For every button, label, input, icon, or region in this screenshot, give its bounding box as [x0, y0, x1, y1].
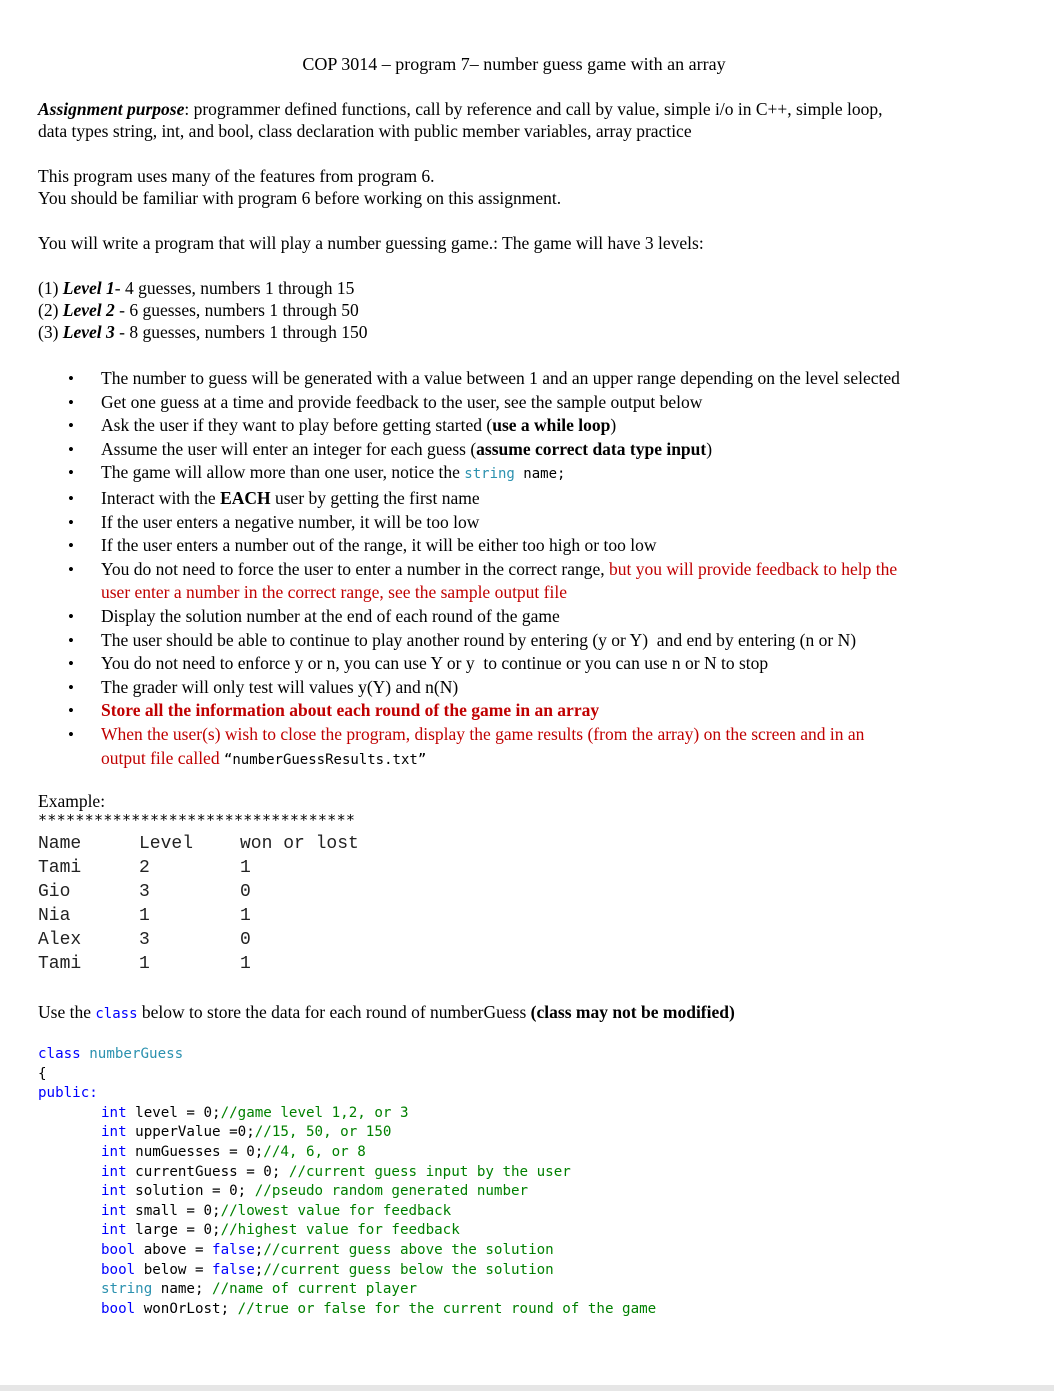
table-row: [38, 930, 359, 954]
cell-result: 1: [240, 906, 251, 926]
code-line: [38, 1221, 656, 1241]
code-line: [38, 1280, 656, 1300]
bullet-red-text: user enter a number in the correct range, see the sample output file: [101, 582, 567, 603]
list-item: [66, 629, 1026, 653]
list-item: [66, 723, 1026, 772]
code-type: int: [101, 1163, 127, 1180]
bullet-text: If the user enters a number out of the range, it will be either too high or too low: [101, 535, 657, 556]
code-line: {: [38, 1065, 47, 1082]
code-text: upperValue =0;: [126, 1124, 255, 1141]
code-type: int: [101, 1183, 127, 1200]
table-row: [38, 954, 359, 978]
purpose-text-1: : programmer defined functions, call by reference and call by value, simple i/o in C++, simple loop,: [184, 99, 883, 119]
cell-level: 2: [139, 858, 150, 878]
code-keyword: false: [212, 1261, 255, 1278]
code-text: ;: [254, 1261, 264, 1278]
bullet-text: Interact with the: [101, 487, 221, 508]
bullet-bold: use a while loop: [492, 415, 611, 436]
code-line: [38, 1104, 656, 1124]
code-text: numGuesses = 0;: [126, 1143, 264, 1160]
header-won-or-lost: won or lost: [240, 834, 359, 854]
table-row: [38, 906, 359, 930]
code-comment: //highest value for feedback: [220, 1222, 460, 1239]
document-title: COP 3014 – program 7– number guess game with an array: [302, 54, 726, 74]
bullet-text: Ask the user if they want to play before getting started (: [101, 415, 493, 436]
code-text: small = 0;: [126, 1202, 221, 1219]
code-comment: //pseudo random generated number: [254, 1183, 529, 1200]
cell-name: Gio: [38, 882, 71, 902]
code-text: level = 0;: [126, 1104, 221, 1121]
level-1-line: [38, 278, 354, 299]
level-3-num: (3): [38, 322, 63, 342]
cell-name: Nia: [38, 906, 71, 926]
level-3-desc: - 8 guesses, numbers 1 through 150: [114, 322, 368, 342]
list-item: [66, 391, 1026, 415]
level-1-num: (1): [38, 278, 63, 298]
level-3-line: [38, 322, 368, 343]
list-item: [66, 461, 1026, 487]
code-text: wonOrLost;: [135, 1300, 238, 1317]
code-text: below =: [135, 1261, 213, 1278]
code-line: [38, 1163, 656, 1183]
intro-line-2: You should be familiar with program 6 before working on this assignment.: [38, 188, 562, 208]
example-label: Example:: [38, 791, 106, 811]
bullet-text: The user should be able to continue to play another round by entering (y or Y) and end by entering (n or N): [101, 629, 857, 650]
code-line: [38, 1261, 656, 1281]
list-item: [66, 414, 1026, 438]
inline-code-keyword: string: [464, 466, 515, 483]
code-type: int: [101, 1222, 127, 1239]
code-keyword: class: [38, 1046, 81, 1062]
intro-line-1: This program uses many of the features from program 6.: [38, 166, 435, 186]
level-2-num: (2): [38, 300, 63, 320]
bullet-text: You do not need to enforce y or n, you can use Y or y to continue or you can use n or N to stop: [101, 653, 769, 674]
class-intro-text: Use the: [38, 1002, 96, 1022]
list-item: [66, 438, 1026, 462]
game-intro: You will write a program that will play a number guessing game.: The game will have 3 levels:: [38, 233, 704, 253]
code-type: int: [101, 1143, 127, 1160]
code-keyword: false: [212, 1241, 255, 1258]
code-type: int: [101, 1202, 127, 1219]
bullet-text: The grader will only test will values y(Y) and n(N): [101, 676, 459, 697]
level-2-desc: - 6 guesses, numbers 1 through 50: [114, 300, 359, 320]
table-header-row: [38, 834, 359, 858]
code-type: int: [101, 1124, 127, 1141]
cell-name: Tami: [38, 954, 82, 974]
requirements-list: [66, 367, 1026, 772]
cell-result: 0: [240, 882, 251, 902]
code-line: [38, 1182, 656, 1202]
bullet-text: The game will allow more than one user, notice the: [101, 462, 465, 483]
list-item: [66, 676, 1026, 700]
list-item: [66, 605, 1026, 629]
purpose-line-1: [38, 99, 883, 120]
class-code-block: [38, 1045, 656, 1319]
code-text: solution = 0;: [126, 1183, 255, 1200]
cell-level: 1: [139, 906, 150, 926]
class-intro-keyword: class: [95, 1006, 138, 1022]
code-comment: //current guess input by the user: [288, 1163, 571, 1180]
cell-name: Tami: [38, 858, 82, 878]
level-2-name: Level 2: [62, 300, 115, 320]
level-1-desc: - 4 guesses, numbers 1 through 15: [114, 278, 355, 298]
code-type: string: [101, 1281, 153, 1298]
code-line: [38, 1143, 656, 1163]
code-comment: //name of current player: [212, 1281, 418, 1298]
class-intro-text: below to store the data for each round of numberGuess: [137, 1002, 531, 1022]
code-comment: //4, 6, or 8: [263, 1143, 366, 1160]
code-comment: //current guess above the solution: [263, 1241, 554, 1258]
code-line: [38, 1045, 656, 1065]
code-class-name: numberGuess: [89, 1046, 184, 1062]
code-comment: //current guess below the solution: [263, 1261, 554, 1278]
bullet-text: You do not need to force the user to enter a number in the correct range,: [101, 558, 609, 579]
bullet-bold: EACH: [220, 487, 271, 508]
cell-result: 1: [240, 858, 251, 878]
code-text: large = 0;: [126, 1222, 221, 1239]
list-item: [66, 558, 1026, 605]
list-item: [66, 699, 1026, 723]
cell-level: 3: [139, 930, 150, 950]
page-bottom-edge: [0, 1385, 1054, 1391]
cell-level: 3: [139, 882, 150, 902]
level-1-name: Level 1: [62, 278, 115, 298]
code-type: bool: [101, 1300, 136, 1317]
bullet-text: The number to guess will be generated with a value between 1 and an upper range depending on the level selected: [101, 368, 900, 388]
code-text: above =: [135, 1241, 213, 1258]
cell-level: 1: [139, 954, 150, 974]
inline-code: name;: [514, 466, 566, 483]
list-item: [66, 511, 1026, 535]
bullet-red-bold: Store all the information about each round of the game in an array: [101, 700, 600, 721]
class-intro-bold: (class may not be modified): [530, 1002, 735, 1022]
bullet-text: user by getting the first name: [270, 487, 480, 508]
code-comment: //lowest value for feedback: [220, 1202, 452, 1219]
purpose-line-2: data types string, int, and bool, class declaration with public member variables, array practice: [38, 121, 692, 141]
cell-name: Alex: [38, 930, 82, 950]
header-name: Name: [38, 834, 82, 854]
table-row: [38, 882, 359, 906]
bullet-text: Display the solution number at the end of each round of the game: [101, 605, 560, 626]
level-2-line: [38, 300, 359, 321]
bullet-text: ): [706, 438, 713, 459]
code-comment: //true or false for the current round of the game: [237, 1300, 657, 1317]
bullet-red-text: output file called: [101, 747, 224, 768]
header-level: Level: [139, 834, 194, 854]
list-item: [66, 652, 1026, 676]
bullet-text: Get one guess at a time and provide feedback to the user, see the sample output below: [101, 391, 703, 412]
example-stars: **********************************: [38, 811, 356, 829]
code-comment: //game level 1,2, or 3: [220, 1104, 409, 1121]
bullet-bold: assume correct data type input: [476, 438, 707, 459]
code-text: ;: [254, 1241, 264, 1258]
bullet-red-text: but you will provide feedback to help the: [608, 558, 898, 579]
example-results-table: [38, 834, 359, 978]
class-intro: [38, 1002, 735, 1023]
code-text: currentGuess = 0;: [126, 1163, 289, 1180]
level-3-name: Level 3: [62, 322, 115, 342]
code-type: int: [101, 1104, 127, 1121]
code-comment: //15, 50, or 150: [254, 1124, 392, 1141]
list-item: [66, 487, 1026, 511]
list-item: [66, 534, 1026, 558]
code-text: name;: [152, 1281, 213, 1298]
cell-result: 1: [240, 954, 251, 974]
purpose-label: Assignment purpose: [38, 99, 185, 119]
code-type: bool: [101, 1241, 136, 1258]
code-line: [38, 1241, 656, 1261]
table-row: [38, 858, 359, 882]
list-item: [66, 367, 1026, 391]
code-type: bool: [101, 1261, 136, 1278]
code-line: [38, 1123, 656, 1143]
code-line: public:: [38, 1085, 98, 1102]
bullet-red-text: When the user(s) wish to close the program, display the game results (from the array) on the screen and in an: [101, 723, 865, 744]
bullet-text: Assume the user will enter an integer for each guess (: [101, 438, 477, 459]
code-line: [38, 1300, 656, 1320]
bullet-text: If the user enters a negative number, it will be too low: [101, 511, 480, 532]
cell-result: 0: [240, 930, 251, 950]
bullet-text: ): [610, 415, 617, 436]
output-filename: “numberGuessResults.txt”: [223, 751, 427, 768]
code-line: [38, 1202, 656, 1222]
